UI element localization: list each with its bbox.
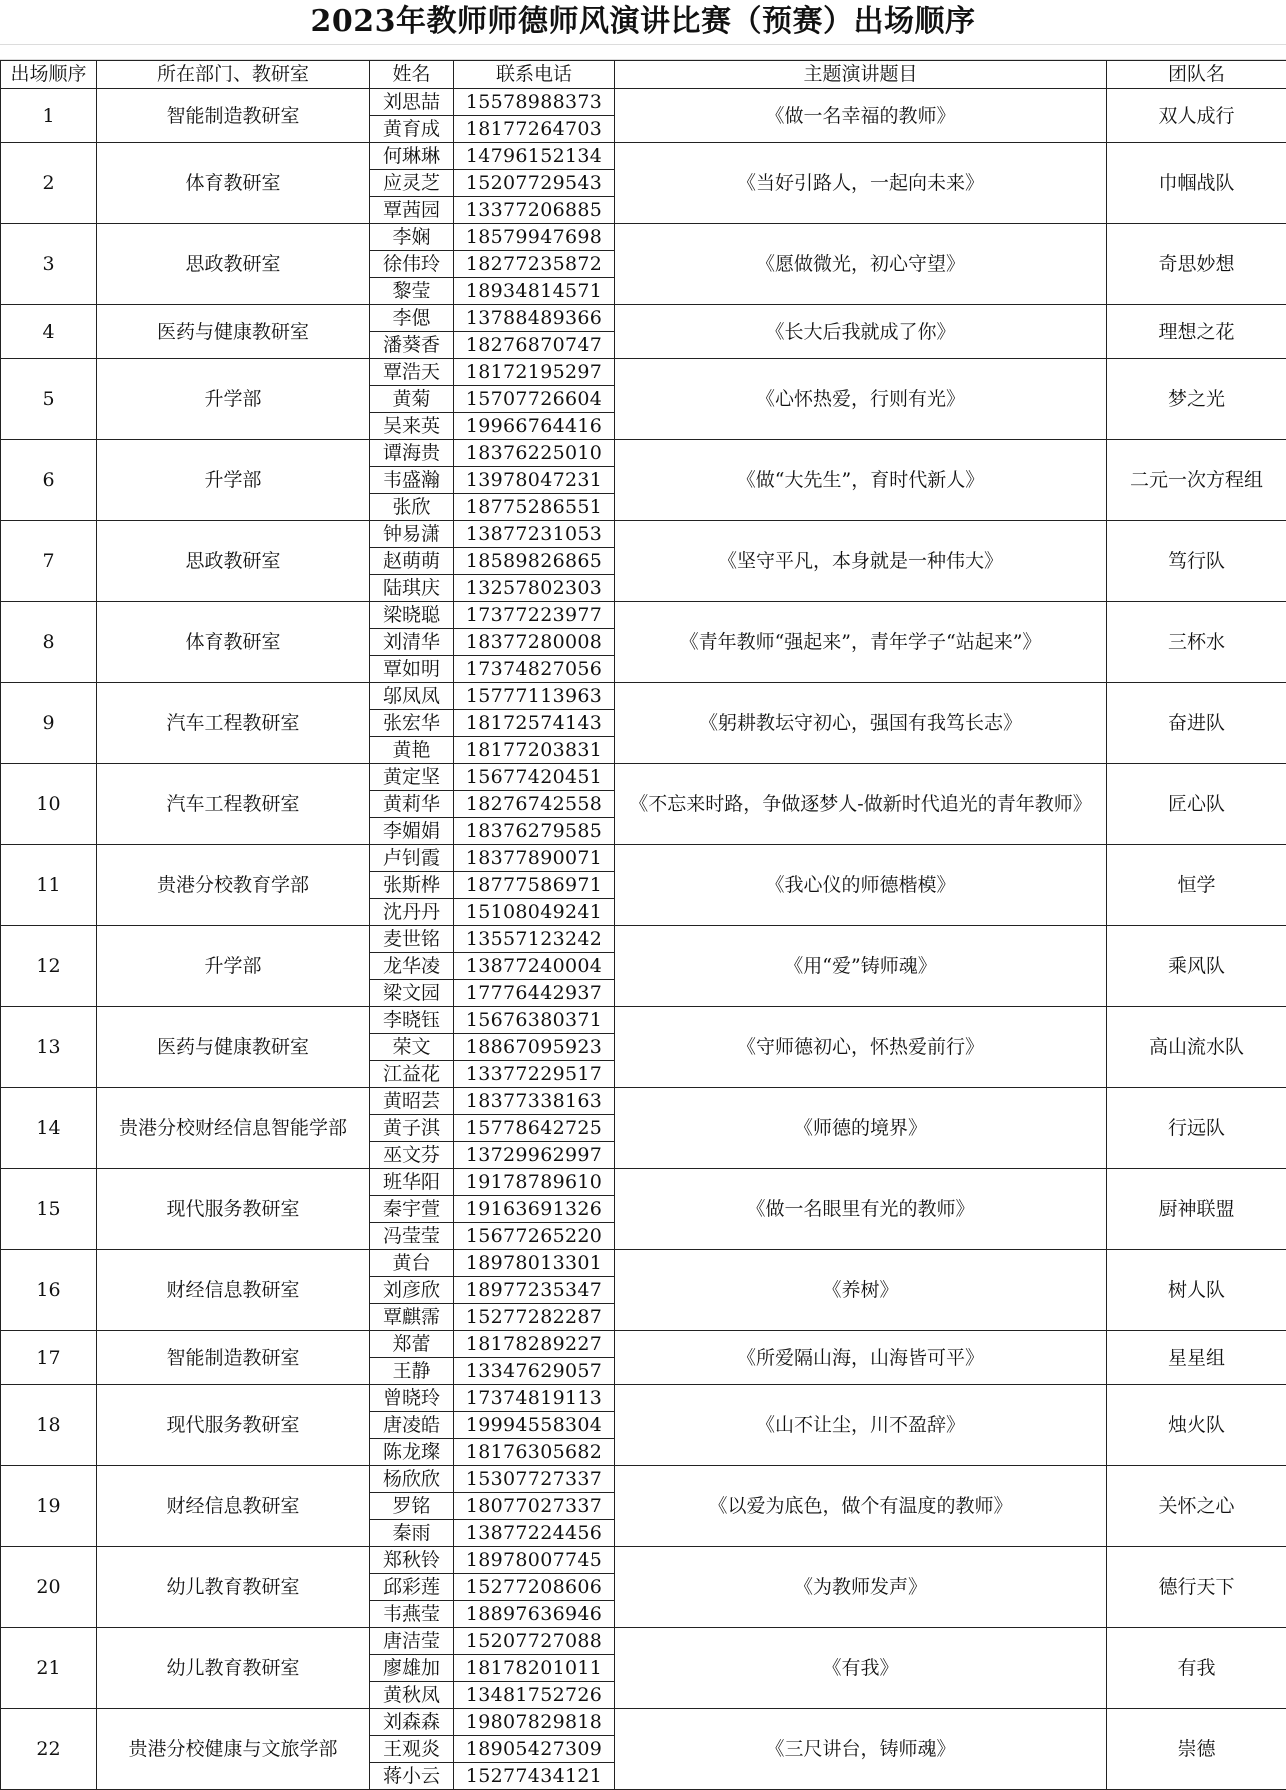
team-cell: 厨神联盟 <box>1107 1169 1286 1250</box>
dept-cell: 医药与健康教研室 <box>97 1007 370 1088</box>
name-cell: 唐凌皓 <box>370 1412 454 1439</box>
order-cell: 18 <box>1 1385 97 1466</box>
phone-cell: 18377280008 <box>454 629 615 656</box>
phone-cell: 13978047231 <box>454 467 615 494</box>
phone-cell: 18867095923 <box>454 1034 615 1061</box>
phone-cell: 15108049241 <box>454 899 615 926</box>
order-cell: 8 <box>1 602 97 683</box>
name-cell: 杨欣欣 <box>370 1466 454 1493</box>
name-cell: 徐伟玲 <box>370 251 454 278</box>
table-row <box>1 89 1286 116</box>
topic-cell: 《做“大先生”，育时代新人》 <box>615 440 1107 521</box>
team-cell: 恒学 <box>1107 845 1286 926</box>
header-row <box>1 61 1286 89</box>
phone-cell: 18172195297 <box>454 359 615 386</box>
name-cell: 王观炎 <box>370 1736 454 1763</box>
name-cell: 陆琪庆 <box>370 575 454 602</box>
phone-cell: 19807829818 <box>454 1709 615 1736</box>
order-cell: 15 <box>1 1169 97 1250</box>
team-cell: 有我 <box>1107 1628 1286 1709</box>
name-cell: 冯莹莹 <box>370 1223 454 1250</box>
order-cell: 2 <box>1 143 97 224</box>
order-cell: 20 <box>1 1547 97 1628</box>
phone-cell: 13257802303 <box>454 575 615 602</box>
phone-cell: 13377229517 <box>454 1061 615 1088</box>
dept-cell: 现代服务教研室 <box>97 1169 370 1250</box>
name-cell: 李晓钰 <box>370 1007 454 1034</box>
phone-cell: 18905427309 <box>454 1736 615 1763</box>
topic-cell: 《我心仪的师德楷模》 <box>615 845 1107 926</box>
phone-cell: 15677265220 <box>454 1223 615 1250</box>
order-cell: 14 <box>1 1088 97 1169</box>
phone-cell: 18377890071 <box>454 845 615 872</box>
team-cell: 匠心队 <box>1107 764 1286 845</box>
team-cell: 崇德 <box>1107 1709 1286 1790</box>
team-cell: 梦之光 <box>1107 359 1286 440</box>
phone-cell: 17374819113 <box>454 1385 615 1412</box>
name-cell: 吴来英 <box>370 413 454 440</box>
phone-cell: 13877224456 <box>454 1520 615 1547</box>
phone-cell: 18276870747 <box>454 332 615 359</box>
topic-cell: 《三尺讲台，铸师魂》 <box>615 1709 1107 1790</box>
table-row <box>1 1250 1286 1277</box>
name-cell: 刘森森 <box>370 1709 454 1736</box>
name-cell: 覃茜园 <box>370 197 454 224</box>
phone-cell: 13347629057 <box>454 1358 615 1385</box>
phone-cell: 13377206885 <box>454 197 615 224</box>
dept-cell: 思政教研室 <box>97 224 370 305</box>
name-cell: 龙华凌 <box>370 953 454 980</box>
phone-cell: 15307727337 <box>454 1466 615 1493</box>
table-row <box>1 1007 1286 1034</box>
team-cell: 高山流水队 <box>1107 1007 1286 1088</box>
phone-cell: 18376225010 <box>454 440 615 467</box>
dept-cell: 升学部 <box>97 926 370 1007</box>
order-cell: 11 <box>1 845 97 926</box>
team-cell: 三杯水 <box>1107 602 1286 683</box>
phone-cell: 15707726604 <box>454 386 615 413</box>
order-cell: 16 <box>1 1250 97 1331</box>
topic-cell: 《师德的境界》 <box>615 1088 1107 1169</box>
header-phone: 联系电话 <box>454 61 615 89</box>
dept-cell: 现代服务教研室 <box>97 1385 370 1466</box>
phone-cell: 15207727088 <box>454 1628 615 1655</box>
dept-cell: 贵港分校健康与文旅学部 <box>97 1709 370 1790</box>
order-cell: 4 <box>1 305 97 359</box>
phone-cell: 15277208606 <box>454 1574 615 1601</box>
name-cell: 梁文园 <box>370 980 454 1007</box>
table-row <box>1 521 1286 548</box>
topic-cell: 《青年教师“强起来”，青年学子“站起来”》 <box>615 602 1107 683</box>
table-row <box>1 602 1286 629</box>
name-cell: 韦盛瀚 <box>370 467 454 494</box>
name-cell: 陈龙璨 <box>370 1439 454 1466</box>
topic-cell: 《坚守平凡，本身就是一种伟大》 <box>615 521 1107 602</box>
table-row <box>1 1547 1286 1574</box>
name-cell: 麦世铭 <box>370 926 454 953</box>
table-row <box>1 1169 1286 1196</box>
dept-cell: 贵港分校财经信息智能学部 <box>97 1088 370 1169</box>
team-cell: 行远队 <box>1107 1088 1286 1169</box>
team-cell: 双人成行 <box>1107 89 1286 143</box>
page-title: 2023年教师师德师风演讲比赛（预赛）出场顺序 <box>0 0 1286 44</box>
name-cell: 何琳琳 <box>370 143 454 170</box>
phone-cell: 18897636946 <box>454 1601 615 1628</box>
name-cell: 韦燕莹 <box>370 1601 454 1628</box>
dept-cell: 医药与健康教研室 <box>97 305 370 359</box>
phone-cell: 18172574143 <box>454 710 615 737</box>
header-name: 姓名 <box>370 61 454 89</box>
phone-cell: 18177203831 <box>454 737 615 764</box>
table-row <box>1 683 1286 710</box>
name-cell: 黄台 <box>370 1250 454 1277</box>
table-row <box>1 1385 1286 1412</box>
name-cell: 覃麒霈 <box>370 1304 454 1331</box>
table-row <box>1 224 1286 251</box>
phone-cell: 19994558304 <box>454 1412 615 1439</box>
phone-cell: 18934814571 <box>454 278 615 305</box>
team-cell: 奋进队 <box>1107 683 1286 764</box>
phone-cell: 18775286551 <box>454 494 615 521</box>
table-row <box>1 845 1286 872</box>
dept-cell: 汽车工程教研室 <box>97 764 370 845</box>
phone-cell: 13557123242 <box>454 926 615 953</box>
phone-cell: 18277235872 <box>454 251 615 278</box>
order-cell: 21 <box>1 1628 97 1709</box>
phone-cell: 17374827056 <box>454 656 615 683</box>
order-cell: 9 <box>1 683 97 764</box>
name-cell: 覃浩天 <box>370 359 454 386</box>
order-cell: 7 <box>1 521 97 602</box>
name-cell: 黄育成 <box>370 116 454 143</box>
name-cell: 黄昭芸 <box>370 1088 454 1115</box>
table-row <box>1 764 1286 791</box>
name-cell: 王静 <box>370 1358 454 1385</box>
table-body <box>1 89 1286 1790</box>
table-row <box>1 440 1286 467</box>
name-cell: 张斯桦 <box>370 872 454 899</box>
topic-cell: 《心怀热爱，行则有光》 <box>615 359 1107 440</box>
name-cell: 赵萌萌 <box>370 548 454 575</box>
header-topic: 主题演讲题目 <box>615 61 1107 89</box>
dept-cell: 财经信息教研室 <box>97 1250 370 1331</box>
name-cell: 潘葵香 <box>370 332 454 359</box>
table-row <box>1 359 1286 386</box>
topic-cell: 《守师德初心，怀热爱前行》 <box>615 1007 1107 1088</box>
order-cell: 10 <box>1 764 97 845</box>
name-cell: 谭海贵 <box>370 440 454 467</box>
name-cell: 覃如明 <box>370 656 454 683</box>
team-cell: 奇思妙想 <box>1107 224 1286 305</box>
name-cell: 蒋小云 <box>370 1763 454 1790</box>
topic-cell: 《养树》 <box>615 1250 1107 1331</box>
name-cell: 黄莉华 <box>370 791 454 818</box>
topic-cell: 《用“爱”铸师魂》 <box>615 926 1107 1007</box>
phone-cell: 13877240004 <box>454 953 615 980</box>
name-cell: 刘彦欣 <box>370 1277 454 1304</box>
phone-cell: 17377223977 <box>454 602 615 629</box>
name-cell: 应灵芝 <box>370 170 454 197</box>
order-cell: 6 <box>1 440 97 521</box>
name-cell: 钟易潇 <box>370 521 454 548</box>
name-cell: 黄秋凤 <box>370 1682 454 1709</box>
team-cell: 巾帼战队 <box>1107 143 1286 224</box>
name-cell: 李偲 <box>370 305 454 332</box>
dept-cell: 升学部 <box>97 359 370 440</box>
topic-cell: 《长大后我就成了你》 <box>615 305 1107 359</box>
team-cell: 理想之花 <box>1107 305 1286 359</box>
dept-cell: 幼儿教育教研室 <box>97 1628 370 1709</box>
name-cell: 沈丹丹 <box>370 899 454 926</box>
phone-cell: 19178789610 <box>454 1169 615 1196</box>
phone-cell: 18376279585 <box>454 818 615 845</box>
topic-cell: 《不忘来时路，争做逐梦人-做新时代追光的青年教师》 <box>615 764 1107 845</box>
phone-cell: 15677420451 <box>454 764 615 791</box>
header-order: 出场顺序 <box>1 61 97 89</box>
topic-cell: 《躬耕教坛守初心，强国有我笃长志》 <box>615 683 1107 764</box>
name-cell: 秦雨 <box>370 1520 454 1547</box>
phone-cell: 17776442937 <box>454 980 615 1007</box>
topic-cell: 《做一名幸福的教师》 <box>615 89 1107 143</box>
name-cell: 黄定坚 <box>370 764 454 791</box>
topic-cell: 《当好引路人，一起向未来》 <box>615 143 1107 224</box>
name-cell: 罗铭 <box>370 1493 454 1520</box>
phone-cell: 13481752726 <box>454 1682 615 1709</box>
phone-cell: 18178201011 <box>454 1655 615 1682</box>
phone-cell: 18777586971 <box>454 872 615 899</box>
phone-cell: 15777113963 <box>454 683 615 710</box>
name-cell: 江益花 <box>370 1061 454 1088</box>
name-cell: 邱彩莲 <box>370 1574 454 1601</box>
header-team: 团队名 <box>1107 61 1286 89</box>
phone-cell: 18276742558 <box>454 791 615 818</box>
dept-cell: 体育教研室 <box>97 602 370 683</box>
order-cell: 13 <box>1 1007 97 1088</box>
team-cell: 星星组 <box>1107 1331 1286 1385</box>
name-cell: 黎莹 <box>370 278 454 305</box>
phone-cell: 18178289227 <box>454 1331 615 1358</box>
team-cell: 德行天下 <box>1107 1547 1286 1628</box>
order-cell: 1 <box>1 89 97 143</box>
topic-cell: 《愿做微光，初心守望》 <box>615 224 1107 305</box>
table-row <box>1 1088 1286 1115</box>
order-cell: 5 <box>1 359 97 440</box>
schedule-table <box>0 60 1286 1790</box>
name-cell: 卢钊霞 <box>370 845 454 872</box>
name-cell: 刘清华 <box>370 629 454 656</box>
dept-cell: 智能制造教研室 <box>97 89 370 143</box>
topic-cell: 《有我》 <box>615 1628 1107 1709</box>
table-row <box>1 305 1286 332</box>
name-cell: 李媚娟 <box>370 818 454 845</box>
name-cell: 郑秋铃 <box>370 1547 454 1574</box>
header-dept: 所在部门、教研室 <box>97 61 370 89</box>
name-cell: 黄子淇 <box>370 1115 454 1142</box>
phone-cell: 18177264703 <box>454 116 615 143</box>
team-cell: 乘风队 <box>1107 926 1286 1007</box>
dept-cell: 贵港分校教育学部 <box>97 845 370 926</box>
phone-cell: 15676380371 <box>454 1007 615 1034</box>
topic-cell: 《为教师发声》 <box>615 1547 1107 1628</box>
name-cell: 黄菊 <box>370 386 454 413</box>
phone-cell: 15578988373 <box>454 89 615 116</box>
name-cell: 唐洁莹 <box>370 1628 454 1655</box>
phone-cell: 14796152134 <box>454 143 615 170</box>
table-row <box>1 143 1286 170</box>
name-cell: 荣文 <box>370 1034 454 1061</box>
dept-cell: 财经信息教研室 <box>97 1466 370 1547</box>
name-cell: 梁晓聪 <box>370 602 454 629</box>
phone-cell: 18978007745 <box>454 1547 615 1574</box>
dept-cell: 智能制造教研室 <box>97 1331 370 1385</box>
phone-cell: 19163691326 <box>454 1196 615 1223</box>
dept-cell: 体育教研室 <box>97 143 370 224</box>
phone-cell: 18978013301 <box>454 1250 615 1277</box>
name-cell: 廖雄加 <box>370 1655 454 1682</box>
order-cell: 3 <box>1 224 97 305</box>
table-row <box>1 926 1286 953</box>
table-row <box>1 1331 1286 1358</box>
phone-cell: 18977235347 <box>454 1277 615 1304</box>
name-cell: 黄艳 <box>370 737 454 764</box>
team-cell: 树人队 <box>1107 1250 1286 1331</box>
team-cell: 关怀之心 <box>1107 1466 1286 1547</box>
name-cell: 刘思喆 <box>370 89 454 116</box>
name-cell: 邬凤凤 <box>370 683 454 710</box>
order-cell: 22 <box>1 1709 97 1790</box>
name-cell: 郑蕾 <box>370 1331 454 1358</box>
name-cell: 张欣 <box>370 494 454 521</box>
order-cell: 17 <box>1 1331 97 1385</box>
phone-cell: 13788489366 <box>454 305 615 332</box>
blank-row <box>0 44 1286 60</box>
dept-cell: 幼儿教育教研室 <box>97 1547 370 1628</box>
topic-cell: 《所爱隔山海，山海皆可平》 <box>615 1331 1107 1385</box>
phone-cell: 15277434121 <box>454 1763 615 1790</box>
team-cell: 二元一次方程组 <box>1107 440 1286 521</box>
order-cell: 12 <box>1 926 97 1007</box>
phone-cell: 18579947698 <box>454 224 615 251</box>
topic-cell: 《以爱为底色，做个有温度的教师》 <box>615 1466 1107 1547</box>
name-cell: 张宏华 <box>370 710 454 737</box>
phone-cell: 15207729543 <box>454 170 615 197</box>
phone-cell: 18176305682 <box>454 1439 615 1466</box>
name-cell: 曾晓玲 <box>370 1385 454 1412</box>
team-cell: 笃行队 <box>1107 521 1286 602</box>
table-row <box>1 1709 1286 1736</box>
phone-cell: 18589826865 <box>454 548 615 575</box>
team-cell: 烛火队 <box>1107 1385 1286 1466</box>
phone-cell: 15778642725 <box>454 1115 615 1142</box>
table-row <box>1 1628 1286 1655</box>
phone-cell: 15277282287 <box>454 1304 615 1331</box>
topic-cell: 《做一名眼里有光的教师》 <box>615 1169 1107 1250</box>
table-row <box>1 1466 1286 1493</box>
name-cell: 巫文芬 <box>370 1142 454 1169</box>
order-cell: 19 <box>1 1466 97 1547</box>
dept-cell: 汽车工程教研室 <box>97 683 370 764</box>
name-cell: 秦宇萱 <box>370 1196 454 1223</box>
topic-cell: 《山不让尘，川不盈辞》 <box>615 1385 1107 1466</box>
phone-cell: 13729962997 <box>454 1142 615 1169</box>
phone-cell: 19966764416 <box>454 413 615 440</box>
phone-cell: 18377338163 <box>454 1088 615 1115</box>
phone-cell: 13877231053 <box>454 521 615 548</box>
name-cell: 李娴 <box>370 224 454 251</box>
dept-cell: 升学部 <box>97 440 370 521</box>
name-cell: 班华阳 <box>370 1169 454 1196</box>
dept-cell: 思政教研室 <box>97 521 370 602</box>
phone-cell: 18077027337 <box>454 1493 615 1520</box>
